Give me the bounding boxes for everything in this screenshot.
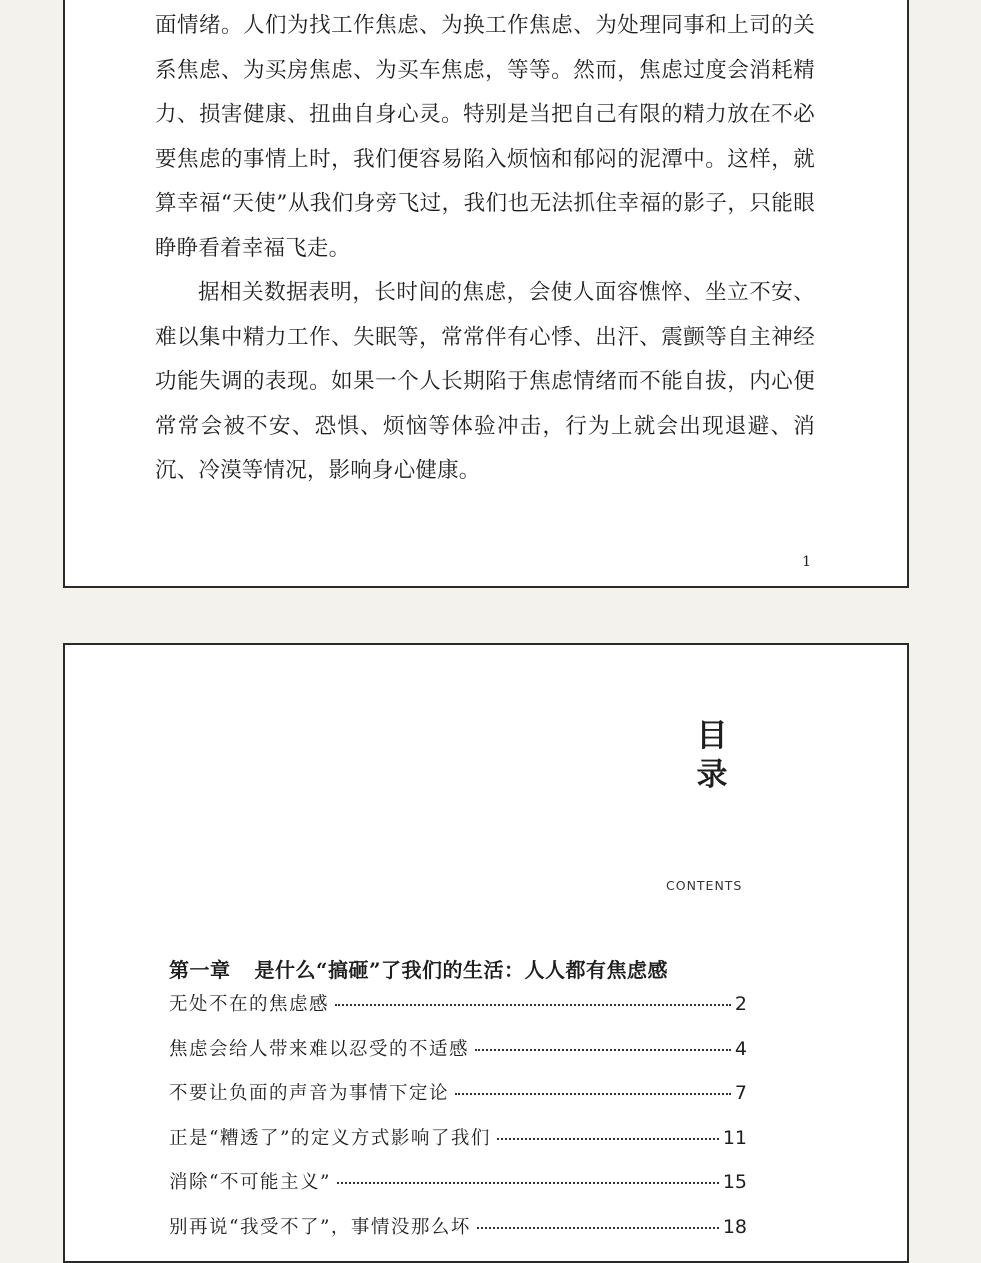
book-page-contents [63, 643, 909, 1263]
dot-leader [475, 1049, 731, 1051]
dot-leader [455, 1093, 731, 1095]
toc-entry[interactable] [169, 1079, 747, 1124]
toc-entry-label: 别再说“我受不了”，事情没那么坏 [169, 1216, 471, 1238]
toc-entry-page: 18 [722, 1215, 747, 1238]
toc-entry-label: 不要让负面的声音为事情下定论 [169, 1083, 450, 1104]
chapter-number: 第一章 [169, 958, 231, 982]
toc-entry-page: 11 [722, 1126, 747, 1149]
toc-entry[interactable] [169, 1124, 747, 1169]
toc-entry-label: 焦虑会给人带来难以忍受的不适感 [169, 1038, 470, 1060]
dot-leader [335, 1004, 731, 1006]
toc-entry-label: 正是“糟透了”的定义方式影响了我们 [169, 1127, 491, 1149]
toc-entry-page: 7 [734, 1082, 747, 1104]
toc-entry-label: 无处不在的焦虑感 [169, 994, 330, 1015]
toc-list [169, 990, 747, 1257]
toc-entry[interactable] [169, 990, 747, 1035]
dot-leader [337, 1182, 719, 1184]
chapter-title: 是什么“搞砸”了我们的生活：人人都有焦虑感 [254, 958, 669, 982]
contents-title: 目录 [696, 718, 728, 793]
toc-entry-label: 消除“不可能主义” [169, 1172, 331, 1193]
toc-entry-page: 2 [734, 993, 747, 1015]
toc-entry-page: 4 [734, 1037, 747, 1060]
dot-leader [477, 1227, 719, 1229]
chapter-heading [169, 954, 668, 983]
toc-entry[interactable] [169, 1035, 747, 1080]
book-page-1 [63, 0, 909, 588]
toc-entry[interactable] [169, 1168, 747, 1213]
toc-entry[interactable] [169, 1213, 747, 1258]
paragraph-2: 据相关数据表明，长时间的焦虑，会使人面容憔悴、坐立不安、难以集中精力工作、失眠等，常常伴有心悸、出汗、震颤等自主神经功能失调的表现。如果一个人长期陷于焦虑情绪而不能自拔，内心便常常会被不安、恐惧、烦恼等体验冲击，行为上就会出现退避、消沉、冷漠等情况，影响身心健康。 [155, 280, 815, 483]
contents-subtitle: CONTENTS [666, 878, 743, 893]
page-body-text [155, 4, 815, 494]
page-number: 1 [802, 554, 811, 570]
paragraph-1: 面情绪。人们为找工作焦虑、为换工作焦虑、为处理同事和上司的关系焦虑、为买房焦虑、为买车焦虑，等等。然而，焦虑过度会消耗精力、损害健康、扭曲自身心灵。特别是当把自己有限的精力放在不必要焦虑的事情上时，我们便容易陷入烦恼和郁闷的泥潭中。这样，就算幸福“天使”从我们身旁飞过，我们也无法抓住幸福的影子，只能眼睁睁看着幸福飞走。 [155, 13, 815, 261]
toc-entry-page: 15 [722, 1171, 747, 1193]
dot-leader [497, 1138, 719, 1140]
